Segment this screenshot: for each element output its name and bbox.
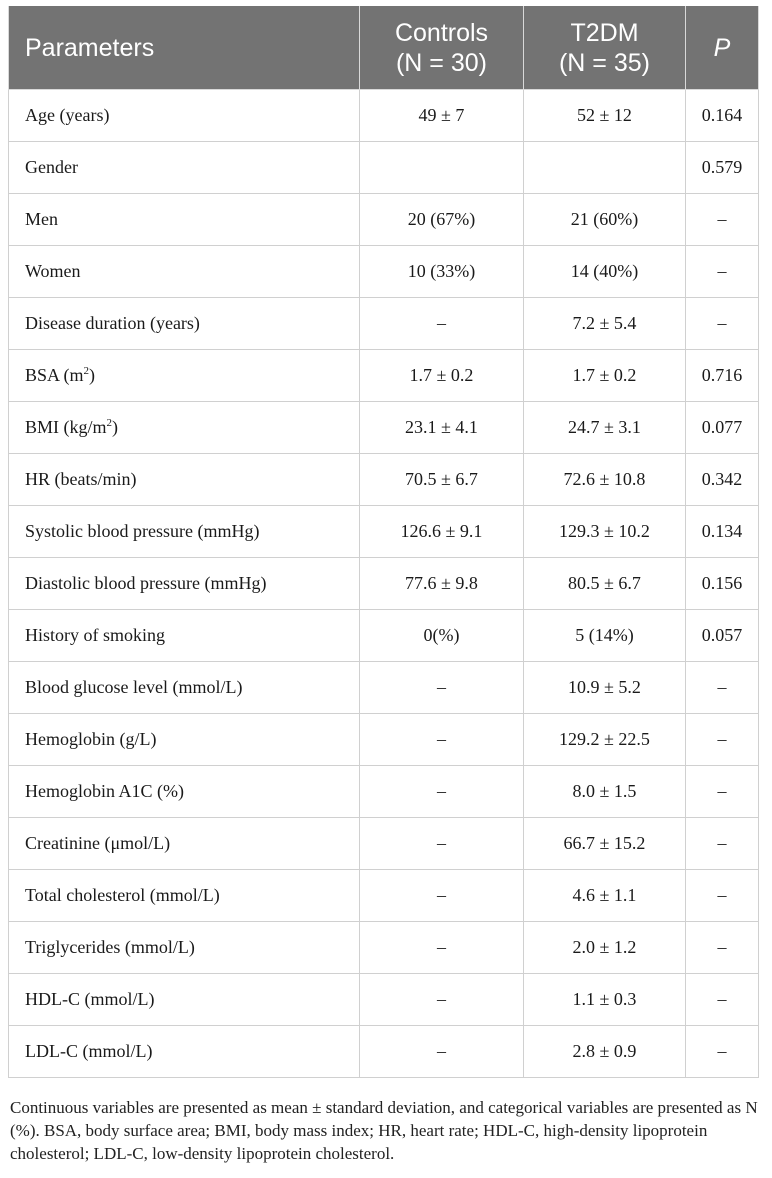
table-row <box>9 662 759 714</box>
p-value: 0.716 <box>686 350 759 402</box>
p-value: – <box>686 922 759 974</box>
p-value: 0.156 <box>686 558 759 610</box>
table-row <box>9 714 759 766</box>
row-label <box>9 142 360 194</box>
p-value: – <box>686 1026 759 1078</box>
row-label-text: Total cholesterol (mmol/L) <box>25 885 220 905</box>
p-value: 0.579 <box>686 142 759 194</box>
p-value: – <box>686 974 759 1026</box>
row-label-text: LDL-C (mmol/L) <box>25 1041 153 1061</box>
controls-value: 70.5 ± 6.7 <box>360 454 524 506</box>
row-label-text: BSA (m <box>25 365 84 385</box>
header-controls-title: Controls <box>394 18 489 47</box>
controls-value: – <box>360 714 524 766</box>
t2dm-value: 21 (60%) <box>524 194 686 246</box>
table-header <box>9 6 759 90</box>
controls-value: 20 (67%) <box>360 194 524 246</box>
baseline-characteristics-table <box>8 6 759 1078</box>
table-row <box>9 1026 759 1078</box>
p-value: 0.077 <box>686 402 759 454</box>
table-row <box>9 246 759 298</box>
p-value: – <box>686 714 759 766</box>
t2dm-value: 2.0 ± 1.2 <box>524 922 686 974</box>
row-label <box>9 766 360 818</box>
row-label <box>9 922 360 974</box>
table-row <box>9 90 759 142</box>
t2dm-value: 5 (14%) <box>524 610 686 662</box>
row-label <box>9 350 360 402</box>
table-row <box>9 974 759 1026</box>
row-label <box>9 662 360 714</box>
row-label-text: Hemoglobin (g/L) <box>25 729 157 749</box>
p-value: – <box>686 246 759 298</box>
row-label <box>9 506 360 558</box>
row-label <box>9 558 360 610</box>
row-label-superscript: 2 <box>106 417 113 429</box>
table-row <box>9 922 759 974</box>
row-label-text: Women <box>25 261 81 281</box>
row-label-text: BMI (kg/m <box>25 417 107 437</box>
controls-value: 23.1 ± 4.1 <box>360 402 524 454</box>
row-label-text: History of smoking <box>25 625 166 645</box>
row-label-suffix: ) <box>112 417 119 437</box>
controls-value <box>360 142 524 194</box>
table-row <box>9 506 759 558</box>
controls-value: – <box>360 1026 524 1078</box>
controls-value: – <box>360 922 524 974</box>
p-value: – <box>686 818 759 870</box>
controls-value: – <box>360 662 524 714</box>
header-t2dm-n: (N = 35) <box>558 48 650 77</box>
p-value: – <box>686 870 759 922</box>
row-label-suffix: ) <box>89 365 96 385</box>
row-label-text: Diastolic blood pressure (mmHg) <box>25 573 267 593</box>
header-t2dm-title: T2DM <box>570 18 639 47</box>
controls-value: – <box>360 818 524 870</box>
table-row <box>9 142 759 194</box>
row-label <box>9 818 360 870</box>
table-body <box>9 90 759 1078</box>
table-row <box>9 402 759 454</box>
row-label <box>9 1026 360 1078</box>
controls-value: 1.7 ± 0.2 <box>360 350 524 402</box>
row-label-text: Blood glucose level (mmol/L) <box>25 677 243 697</box>
table-row <box>9 870 759 922</box>
p-value: – <box>686 766 759 818</box>
table-row <box>9 610 759 662</box>
t2dm-value: 1.1 ± 0.3 <box>524 974 686 1026</box>
table-container <box>8 6 758 1078</box>
table-row <box>9 818 759 870</box>
controls-value: 0(%) <box>360 610 524 662</box>
p-value: – <box>686 194 759 246</box>
table-row <box>9 194 759 246</box>
table-footnote: Continuous variables are presented as mean ± standard deviation, and categorical variables are presented as N (%). BSA, body surface area; BMI, body mass index; HR, heart rate; HDL-C, high-density lipoprotein cholesterol; LDL-C, low-density lipoprotein cholesterol. <box>10 1098 758 1163</box>
row-label-text: HDL-C (mmol/L) <box>25 989 155 1009</box>
header-controls <box>360 6 524 90</box>
row-label-text: Systolic blood pressure (mmHg) <box>25 521 260 541</box>
header-row <box>9 6 759 90</box>
t2dm-value: 129.2 ± 22.5 <box>524 714 686 766</box>
header-p-label: P <box>713 33 731 62</box>
t2dm-value <box>524 142 686 194</box>
p-value: – <box>686 662 759 714</box>
t2dm-value: 2.8 ± 0.9 <box>524 1026 686 1078</box>
controls-value: 49 ± 7 <box>360 90 524 142</box>
row-label-text: HR (beats/min) <box>25 469 137 489</box>
row-label <box>9 974 360 1026</box>
table-row <box>9 454 759 506</box>
p-value: – <box>686 298 759 350</box>
controls-value: – <box>360 298 524 350</box>
row-label <box>9 402 360 454</box>
table-row <box>9 558 759 610</box>
header-t2dm <box>524 6 686 90</box>
controls-value: 10 (33%) <box>360 246 524 298</box>
table-row <box>9 350 759 402</box>
row-label-superscript: 2 <box>83 365 90 377</box>
row-label <box>9 194 360 246</box>
row-label-text: Disease duration (years) <box>25 313 200 333</box>
controls-value: – <box>360 870 524 922</box>
t2dm-value: 72.6 ± 10.8 <box>524 454 686 506</box>
row-label <box>9 870 360 922</box>
row-label-text: Men <box>25 209 58 229</box>
row-label <box>9 246 360 298</box>
t2dm-value: 66.7 ± 15.2 <box>524 818 686 870</box>
t2dm-value: 52 ± 12 <box>524 90 686 142</box>
row-label-text: Creatinine (μmol/L) <box>25 833 171 853</box>
p-value: 0.342 <box>686 454 759 506</box>
row-label <box>9 298 360 350</box>
row-label <box>9 714 360 766</box>
header-controls-n: (N = 30) <box>395 48 487 77</box>
row-label-text: Triglycerides (mmol/L) <box>25 937 195 957</box>
row-label-text: Age (years) <box>25 105 110 125</box>
p-value: 0.057 <box>686 610 759 662</box>
t2dm-value: 80.5 ± 6.7 <box>524 558 686 610</box>
controls-value: – <box>360 974 524 1026</box>
t2dm-value: 14 (40%) <box>524 246 686 298</box>
header-parameters: Parameters <box>9 6 360 90</box>
t2dm-value: 7.2 ± 5.4 <box>524 298 686 350</box>
p-value: 0.164 <box>686 90 759 142</box>
row-label <box>9 454 360 506</box>
row-label-text: Gender <box>25 157 78 177</box>
controls-value: 77.6 ± 9.8 <box>360 558 524 610</box>
t2dm-value: 1.7 ± 0.2 <box>524 350 686 402</box>
header-p <box>686 6 759 90</box>
controls-value: – <box>360 766 524 818</box>
row-label <box>9 90 360 142</box>
t2dm-value: 129.3 ± 10.2 <box>524 506 686 558</box>
t2dm-value: 8.0 ± 1.5 <box>524 766 686 818</box>
t2dm-value: 10.9 ± 5.2 <box>524 662 686 714</box>
p-value: 0.134 <box>686 506 759 558</box>
t2dm-value: 4.6 ± 1.1 <box>524 870 686 922</box>
row-label-text: Hemoglobin A1C (%) <box>25 781 184 801</box>
table-row <box>9 766 759 818</box>
table-row <box>9 298 759 350</box>
controls-value: 126.6 ± 9.1 <box>360 506 524 558</box>
row-label <box>9 610 360 662</box>
t2dm-value: 24.7 ± 3.1 <box>524 402 686 454</box>
